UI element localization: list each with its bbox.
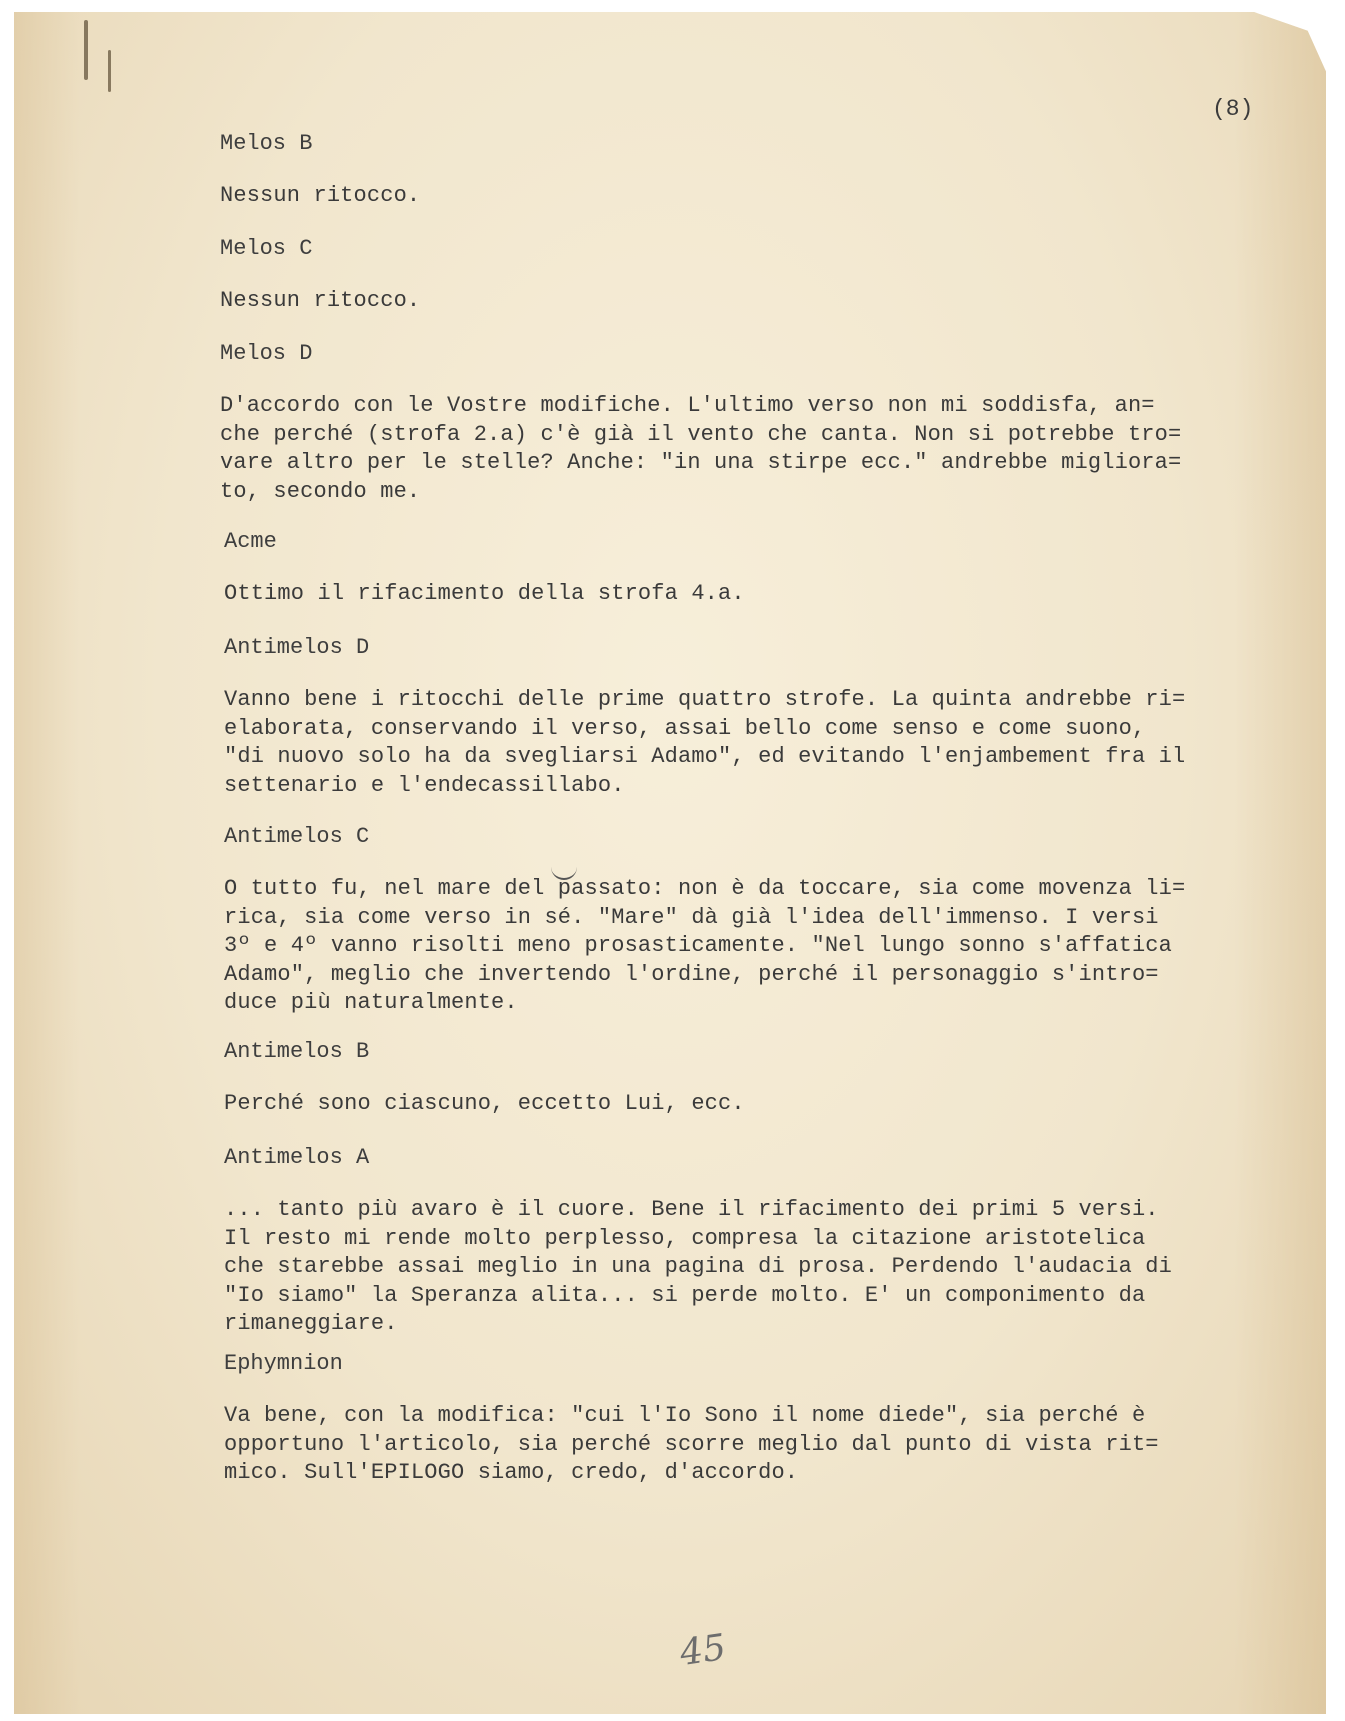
section-heading: Acme bbox=[224, 529, 277, 554]
text-line: duce più naturalmente. bbox=[224, 990, 518, 1015]
section-heading: Antimelos B bbox=[224, 1039, 370, 1064]
text-line: Vanno bene i ritocchi delle prime quattro strofe. La quinta andrebbe ri= bbox=[224, 687, 1186, 712]
section-heading: Melos B bbox=[220, 131, 313, 156]
text-line: elaborata, conservando il verso, assai bello come senso e come suono, bbox=[224, 715, 1146, 741]
text-line: che starebbe assai meglio in una pagina di prosa. Perdendo l'audacia di bbox=[224, 1254, 1173, 1279]
section-paragraph bbox=[224, 1090, 745, 1119]
section-paragraph bbox=[224, 875, 1185, 1018]
text-line: opportuno l'articolo, sia perché scorre meglio dal punto di vista rit= bbox=[224, 1431, 1159, 1457]
text-line: vare altro per le stelle? Anche: "in una stirpe ecc." andrebbe migliora= bbox=[220, 450, 1182, 475]
text-line: 3º e 4º vanno risolti meno prosasticamente. "Nel lungo sonno s'affatica bbox=[224, 933, 1173, 958]
text-line: mico. Sull'EPILOGO siamo, credo, d'accordo. bbox=[224, 1460, 799, 1485]
text-line: to, secondo me. bbox=[220, 478, 421, 504]
edge-stain bbox=[84, 20, 88, 80]
text-line: Nessun ritocco. bbox=[220, 183, 421, 208]
section-paragraph bbox=[220, 287, 420, 316]
section-paragraph bbox=[224, 580, 745, 609]
section-heading: Antimelos A bbox=[224, 1145, 370, 1170]
section-heading: Ephymnion bbox=[224, 1351, 343, 1376]
text-line: Adamo", meglio che invertendo l'ordine, perché il personaggio s'intro= bbox=[224, 961, 1159, 987]
text-line: ... tanto più avaro è il cuore. Bene il rifacimento dei primi 5 versi. bbox=[224, 1197, 1159, 1222]
text-line: rimaneggiare. bbox=[224, 1311, 398, 1336]
text-line: rica, sia come verso in sé. "Mare" dà già l'idea dell'immenso. I versi bbox=[224, 904, 1159, 930]
text-line: "di nuovo solo ha da svegliarsi Adamo", ed evitando l'enjambement fra il bbox=[224, 744, 1186, 769]
text-line: O tutto fu, nel mare del passato: non è da toccare, sia come movenza li= bbox=[224, 876, 1186, 901]
page-number: (8) bbox=[1212, 96, 1254, 122]
section-paragraph bbox=[224, 1402, 1159, 1488]
section-heading: Melos D bbox=[220, 341, 313, 366]
section-paragraph bbox=[220, 392, 1181, 506]
edge-stain bbox=[108, 50, 111, 92]
text-line: Ottimo il rifacimento della strofa 4.a. bbox=[224, 581, 745, 606]
text-line: che perché (strofa 2.a) c'è già il vento che canta. Non si potrebbe tro= bbox=[220, 421, 1182, 447]
text-line: settenario e l'endecassillabo. bbox=[224, 772, 625, 798]
section-heading: Melos C bbox=[220, 236, 313, 261]
section-paragraph bbox=[224, 1196, 1172, 1339]
section-heading: Antimelos C bbox=[224, 824, 370, 849]
text-line: "Io siamo" la Speranza alita... si perde molto. E' un componimento da bbox=[224, 1282, 1146, 1308]
text-line: D'accordo con le Vostre modifiche. L'ultimo verso non mi soddisfa, an= bbox=[220, 393, 1155, 418]
text-line: Perché sono ciascuno, eccetto Lui, ecc. bbox=[224, 1091, 745, 1116]
section-paragraph bbox=[220, 182, 420, 211]
handwritten-folio-number: 45 bbox=[677, 1627, 729, 1674]
text-line: Nessun ritocco. bbox=[220, 288, 421, 313]
text-line: Va bene, con la modifica: "cui l'Io Sono il nome diede", sia perché è bbox=[224, 1403, 1146, 1428]
section-heading: Antimelos D bbox=[224, 635, 370, 660]
text-line: Il resto mi rende molto perplesso, compresa la citazione aristotelica bbox=[224, 1225, 1146, 1251]
section-paragraph bbox=[224, 686, 1185, 800]
